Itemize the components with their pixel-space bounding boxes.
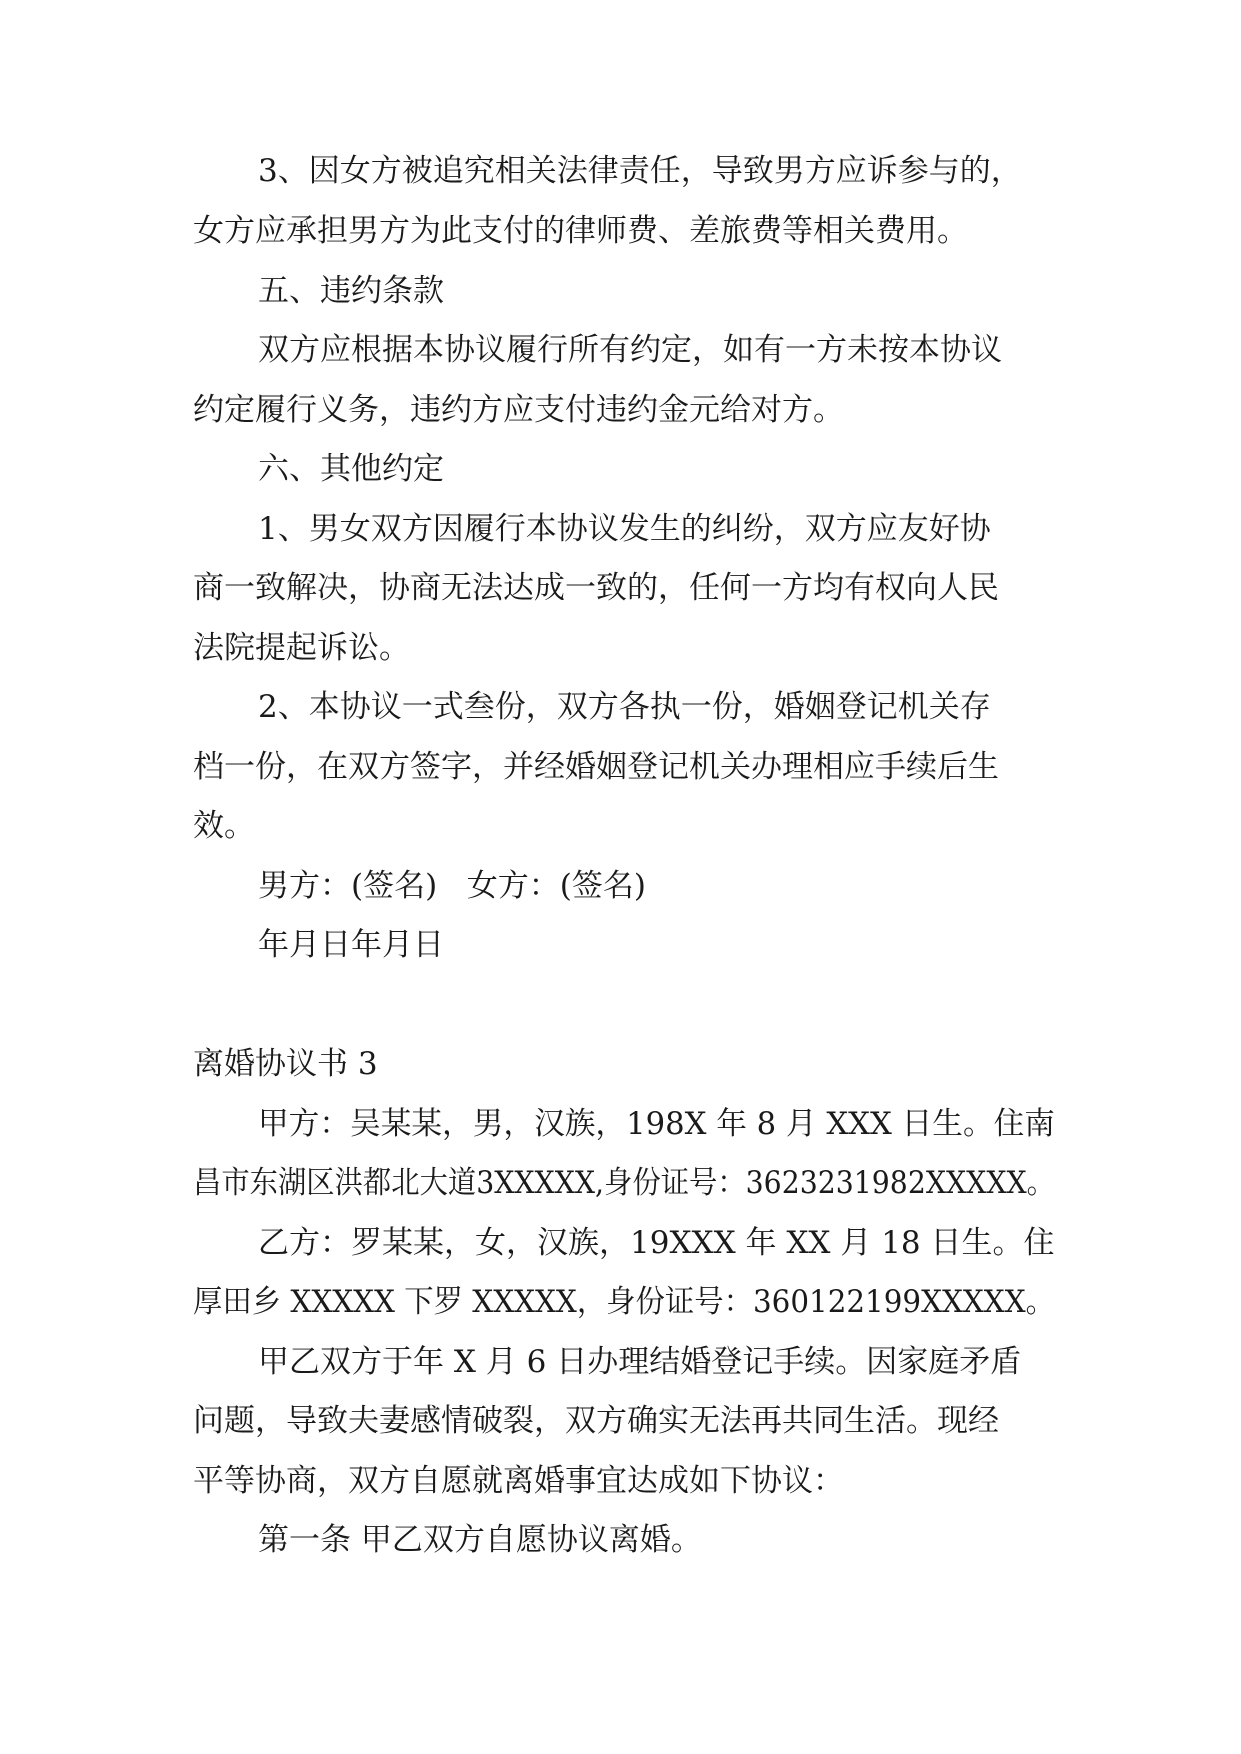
text-line [0, 806, 1241, 846]
line-text: 1、男女双方因履行本协议发生的纠纷，双方应友好协 [258, 511, 991, 547]
text-line [0, 1223, 1241, 1263]
line-text: 第一条 甲乙双方自愿协议离婚。 [258, 1522, 702, 1558]
text-line [0, 687, 1241, 727]
line-text: 乙方：罗某某，女，汉族，19XXX 年 XX 月 18 日生。住 [258, 1225, 1055, 1261]
line-text: 3、因女方被追究相关法律责任，导致男方应诉参与的， [258, 153, 1022, 189]
line-text: 商一致解决，协商无法达成一致的，任何一方均有权向人民 [193, 570, 999, 606]
text-line [0, 509, 1241, 549]
text-line [0, 1461, 1241, 1501]
section-heading [0, 271, 1241, 311]
line-text: 甲乙双方于年 X 月 6 日办理结婚登记手续。因家庭矛盾 [258, 1344, 1022, 1380]
text-line [0, 1282, 1241, 1322]
line-text: 六、其他约定 [258, 451, 444, 487]
line-text: 离婚协议书 3 [193, 1046, 378, 1082]
article-heading [0, 1520, 1241, 1560]
line-text: 双方应根据本协议履行所有约定，如有一方未按本协议 [258, 332, 1002, 368]
text-line [0, 747, 1241, 787]
text-line [0, 1104, 1241, 1144]
line-text: 法院提起诉讼。 [193, 630, 410, 666]
line-text: 厚田乡 XXXXX 下罗 XXXXX，身份证号：360122199XXXXX。 [193, 1284, 1055, 1320]
line-text: 2、本协议一式叁份，双方各执一份，婚姻登记机关存 [258, 689, 991, 725]
text-line [0, 390, 1241, 430]
text-line [0, 1342, 1241, 1382]
text-line [0, 1163, 1241, 1203]
line-text: 平等协商，双方自愿就离婚事宜达成如下协议： [193, 1463, 844, 1499]
line-text: 问题，导致夫妻感情破裂，双方确实无法再共同生活。现经 [193, 1403, 999, 1439]
line-text: 约定履行义务，违约方应支付违约金元给对方。 [193, 392, 844, 428]
text-line [0, 330, 1241, 370]
line-text: 男方：(签名) 女方：(签名) [258, 868, 646, 904]
line-text: 年月日年月日 [258, 927, 444, 963]
text-line [0, 568, 1241, 608]
line-text: 昌市东湖区洪都北大道3XXXXX,身份证号：3623231982XXXXX。 [193, 1165, 1055, 1201]
section-heading [0, 449, 1241, 489]
line-text: 甲方：吴某某，男，汉族，198X 年 8 月 XXX 日生。住南 [258, 1106, 1055, 1142]
document-title [0, 1044, 1241, 1084]
line-text: 五、违约条款 [258, 273, 444, 309]
text-line [0, 1401, 1241, 1441]
signature-line [0, 866, 1241, 906]
text-line [0, 628, 1241, 668]
text-line [0, 151, 1241, 191]
line-text: 女方应承担男方为此支付的律师费、差旅费等相关费用。 [193, 213, 968, 249]
date-line [0, 925, 1241, 965]
text-line [0, 211, 1241, 251]
line-text: 效。 [193, 808, 255, 844]
line-text: 档一份，在双方签字，并经婚姻登记机关办理相应手续后生 [193, 749, 999, 785]
